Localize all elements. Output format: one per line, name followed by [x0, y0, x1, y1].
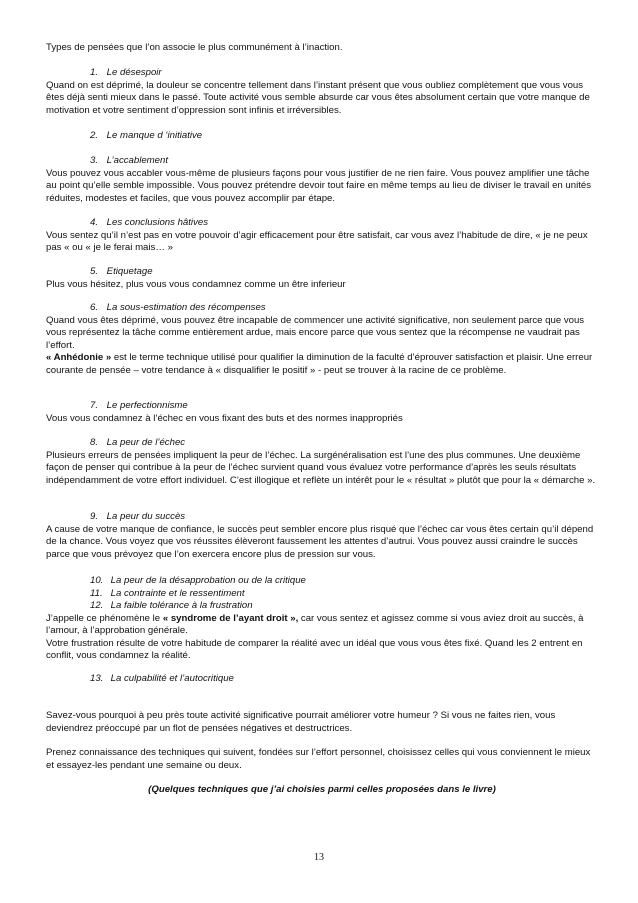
- section-8-number: 8.: [90, 437, 99, 448]
- section-13-title: La culpabilité et l’autocritique: [110, 673, 234, 684]
- section-5-heading: [46, 266, 598, 279]
- section-10-number: 10.: [90, 575, 104, 586]
- section-7: [46, 400, 598, 425]
- section-8-body: Plusieurs erreurs de pensées impliquent la peur de l’échec. La surgénéralisation est l’une des plus communes. Une deuxième façon de penser qui contribue à la peur de l’échec survient quand vous évaluez votre performance d’après les seuls résultats indépendamment de votre effort individuel. C’est illogique et reflète un intérêt pour le « résultat » plutôt que pour la « démarche ».: [46, 449, 596, 486]
- section-12-body: [46, 613, 598, 638]
- section-10-12: [46, 575, 598, 663]
- section-12-title: La faible tolérance à la frustration: [110, 600, 253, 611]
- section-6-heading: [46, 302, 598, 315]
- section-12-heading: [46, 600, 598, 613]
- closing-text-3: (Quelques techniques que j’ai choisies parmi celles proposées dans le livre): [148, 784, 496, 795]
- section-2-number: 2.: [90, 130, 99, 141]
- section-9-title: La peur du succès: [106, 511, 186, 522]
- section-11-number: 11.: [90, 587, 103, 599]
- section-12-body-2: Votre frustration résulte de votre habitude de comparer la réalité avec un idéal que vous vous êtes fixé. Quand les 2 entrent en conflit, vous condamnez la réalité.: [46, 637, 583, 661]
- section-3-body: Vous pouvez vous accabler vous-même de plusieurs façons pour vous justifier de ne rien faire. Vous pouvez amplifier une tâche au point qu’elle semble impossible. Vous pouvez prétendre devoir tout faire en même temps au lieu de diviser le travail en unités réduites, modestes et faciles, que vous pouvez accomplir par étape.: [46, 167, 592, 204]
- section-6-number: 6.: [90, 302, 99, 313]
- section-7-number: 7.: [90, 400, 99, 411]
- anhedonie-paragraph: [46, 352, 598, 377]
- closing-text-2: Prenez connaissance des techniques qui suivent, fondées sur l’effort personnel, choisissez celles qui vous conviennent le mieux et essayez-les pendant une semaine ou deux.: [46, 747, 591, 771]
- section-3-heading: [46, 155, 598, 168]
- section-7-heading: [46, 400, 598, 413]
- section-9-number: 9.: [90, 511, 99, 522]
- closing-paragraph-2: [46, 747, 598, 772]
- section-5: [46, 266, 598, 291]
- section-1-title: Le désespoir: [106, 67, 162, 78]
- section-3-number: 3.: [90, 155, 99, 166]
- section-6: [46, 302, 598, 377]
- section-8-heading: [46, 437, 598, 450]
- section-10-title: La peur de la désapprobation ou de la critique: [110, 575, 306, 586]
- section-1: [46, 67, 598, 117]
- section-1-heading: [46, 67, 598, 80]
- section-11-heading: [46, 588, 598, 601]
- intro-text: Types de pensées que l’on associe le plus communément à l’inaction.: [46, 42, 343, 53]
- section-2: [46, 130, 598, 143]
- section-2-title: Le manque d ‘initiative: [106, 130, 203, 141]
- anhedonie-term: « Anhédonie »: [46, 352, 112, 363]
- section-4-heading: [46, 217, 598, 230]
- section-10-heading: [46, 575, 598, 588]
- section-6-body: Quand vous êtes déprimé, vous pouvez être incapable de commencer une activité significative, non seulement parce que vous vous représentez la tâche comme entièrement ardue, mais encore parce que vous sentez que la récompense ne vaudrait pas l’effort.: [46, 314, 585, 351]
- section-11-title: La contrainte et le ressentiment: [110, 587, 245, 599]
- closing-paragraph-1: [46, 710, 598, 735]
- section-4-title: Les conclusions hâtives: [106, 217, 208, 228]
- section-12-number: 12.: [90, 600, 104, 611]
- section-5-title: Etiquetage: [106, 266, 153, 277]
- closing-paragraph-3: [46, 784, 598, 797]
- section-4-body: Vous sentez qu’il n’est pas en votre pouvoir d’agir efficacement pour être satisfait, car vous avez l’habitude de dire, « je ne peux pas « ou « je le ferai mais… »: [46, 229, 588, 253]
- section-13-heading: [46, 673, 598, 686]
- section-8: [46, 437, 598, 487]
- section-1-number: 1.: [90, 67, 99, 78]
- section-1-body: Quand on est déprimé, la douleur se concentre tellement dans l’instant présent que vous oubliez complètement que vous vous êtes déjà senti mieux dans le passé. Toute activité vous semble absurde car vous êtes absolument certain que votre manque de motivation et votre sentiment d’oppression sont infinis et irréversibles.: [46, 79, 590, 116]
- page-number: 13: [314, 852, 324, 863]
- section-9: [46, 511, 598, 561]
- section-12-body-pre: J’appelle ce phénomène le: [46, 612, 163, 624]
- section-12-body-post: car vous sentez et agissez comme si vous aviez droit au succès, à l’amour, à l’approbation générale.: [46, 612, 584, 636]
- section-6-title: La sous-estimation des récompenses: [106, 302, 266, 313]
- section-3-title: L’accablement: [106, 155, 169, 166]
- section-9-heading: [46, 511, 598, 524]
- section-3: [46, 155, 598, 205]
- intro-paragraph: [46, 42, 598, 55]
- anhedonie-definition: est le terme technique utilisé pour qualifier la diminution de la faculté d’éprouver satisfaction et plaisir. Une erreur courante de pensée – votre tendance à « disqualifier le positif » - peut se trouver à la racine de ce problème.: [46, 352, 593, 376]
- syndrome-term: « syndrome de l’ayant droit »,: [162, 612, 299, 624]
- closing-text-1: Savez-vous pourquoi à peu près toute activité significative pourrait améliorer votre humeur ? Si vous ne faites rien, vous deviendrez préoccupé par un flot de pensées négatives et destructrices.: [46, 710, 556, 734]
- section-2-heading: [46, 130, 598, 143]
- section-5-number: 5.: [90, 266, 99, 277]
- section-7-body: Vous vous condamnez à l’échec en vous fixant des buts et des normes inappropriés: [46, 412, 403, 424]
- section-4-number: 4.: [90, 217, 99, 228]
- section-13: [46, 673, 598, 686]
- section-9-body: A cause de votre manque de confiance, le succès peut sembler encore plus risqué que l’échec car vous êtes certain qu’il dépend de la chance. Vous voyez que vos réussites élèveront faussement les attentes d’autrui. Vous pouvez aussi craindre le succès parce que vous prévoyez que l’on exercera encore plus de pression sur vous.: [46, 523, 594, 560]
- section-4: [46, 217, 598, 255]
- section-7-title: Le perfectionnisme: [106, 400, 188, 411]
- section-5-body: Plus vous hésitez, plus vous vous condamnez comme un être inferieur: [46, 278, 346, 290]
- section-13-number: 13.: [90, 673, 104, 684]
- section-8-title: La peur de l’échec: [106, 437, 186, 448]
